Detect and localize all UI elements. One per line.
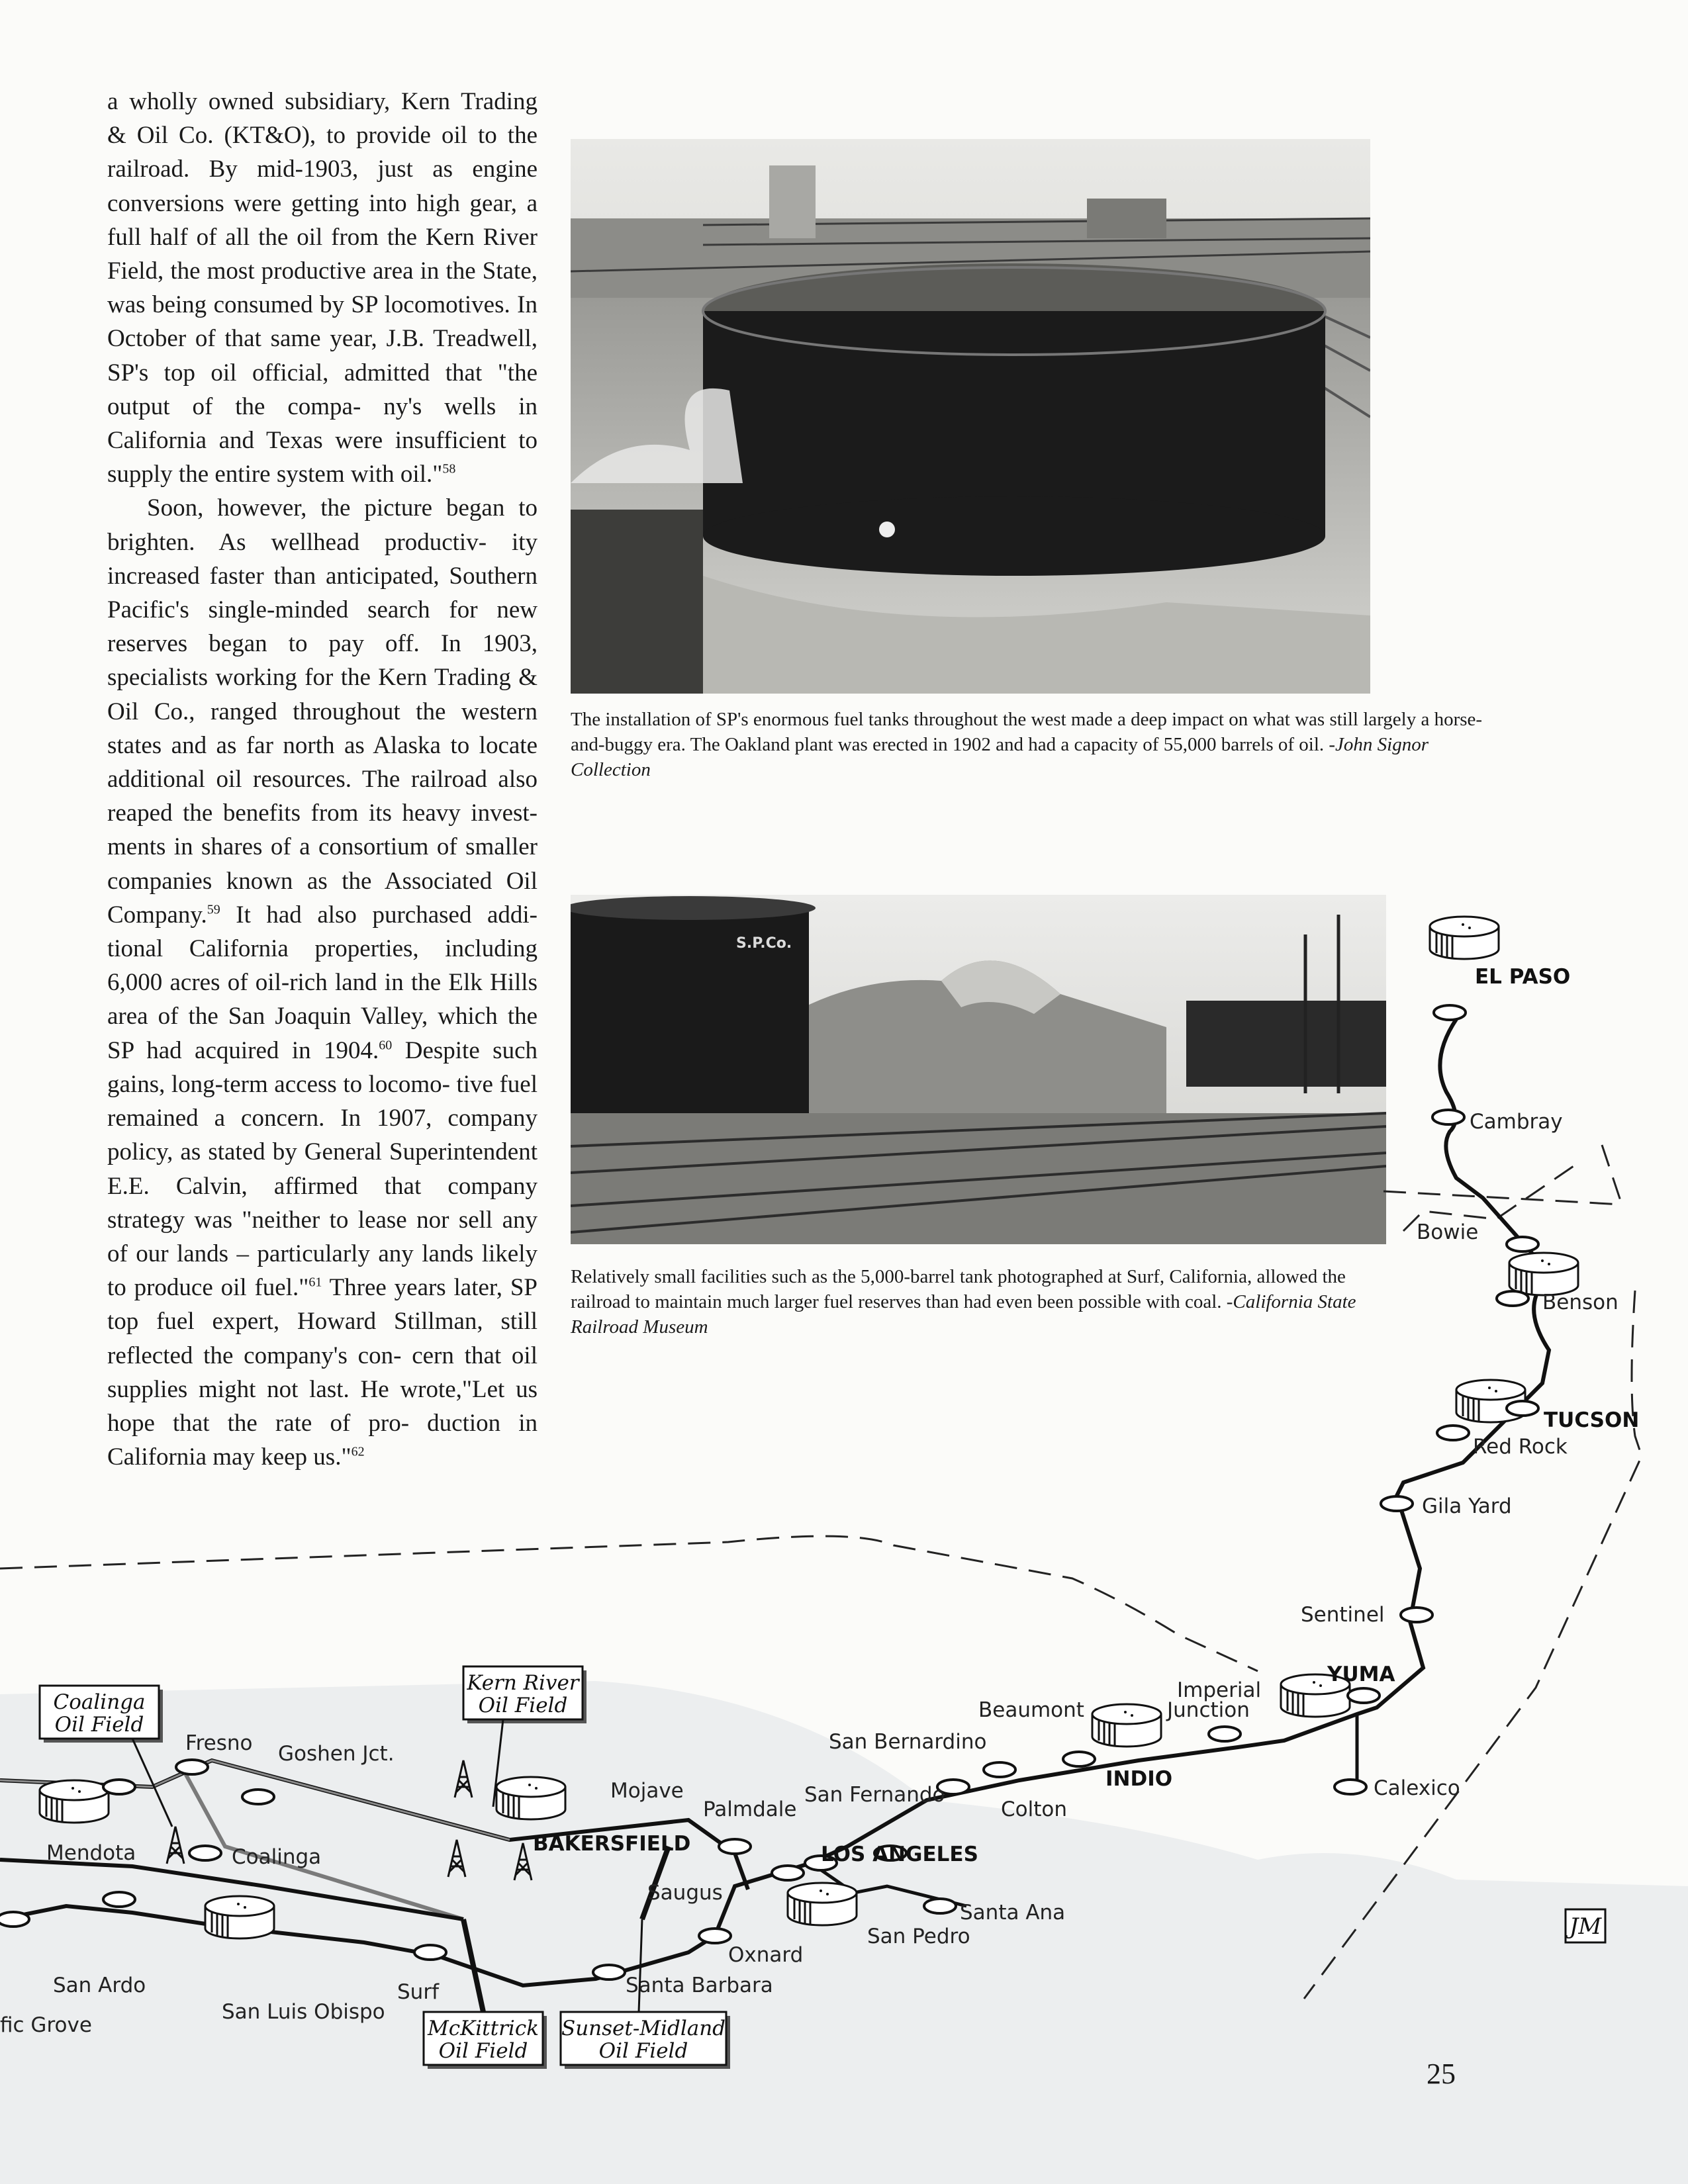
label-goshen-jct: Goshen Jct. [278, 1742, 395, 1766]
svg-text:JM: JM [1569, 1913, 1602, 1940]
label-palmdale: Palmdale [703, 1797, 797, 1821]
label-bowie: Bowie [1417, 1220, 1479, 1244]
svg-text:Kern River: Kern River [467, 1671, 579, 1695]
artist-monogram [1566, 1909, 1605, 1942]
label-los-angeles: LOS ANGELES [821, 1843, 978, 1866]
label-colton: Colton [1001, 1797, 1067, 1821]
label-sentinel: Sentinel [1301, 1603, 1385, 1627]
label-oxnard: Oxnard [728, 1943, 804, 1967]
paragraph-2: Soon, however, the picture began to brighten. As wellhead productiv- ity increased faster than anticipated, Southern Pacific's single-minded search for new reserves began to pay off. In 1903, specialists working for the Kern Trading & Oil Co., ranged throughout the western states and as far north as Alaska to locate additional oil resources. The railroad also reaped the benefits from its heavy invest- ments in shares of a consortium of smaller companies known as the Associated Oil Company.$^{59}$ It had also purchased addi- tional California properties, including 6,000 acres of oil-rich land in the Elk Hills area of the San Joaquin Valley, which the SP had acquired in 1904.60 Despite such gains, long-term access to locomo- tive fuel remained a concern. In 1907, company policy, as stated by General Superintendent E.E. Calvin, affirmed that company strategy was "neither to lease nor sell any of our lands – particularly any lands likely to produce oil fuel."$^{61}$ Three years later, SP top fuel expert, Howard Stillman, still reflected the company's con- cern that oil supplies might not last. He wrote,"Let us hope that the rate of pro- duction in California may keep us."$^{62}$ [107, 494, 538, 1471]
label-red-rock: Red Rock [1473, 1435, 1568, 1459]
label-calexico: Calexico [1374, 1776, 1460, 1800]
label-san-pedro: San Pedro [867, 1925, 970, 1948]
sp-oil-route-map [0, 860, 1688, 2184]
photo-2-credit: -California State Railroad Museum [571, 1291, 1356, 1338]
oil-field-coalinga [40, 1686, 163, 1743]
label-gila-yard: Gila Yard [1422, 1494, 1512, 1518]
label-santa-ana: Santa Ana [960, 1901, 1066, 1925]
label-el-paso: EL PASO [1475, 965, 1571, 989]
label-saugus: Saugus [647, 1881, 723, 1905]
label-benson: Benson [1542, 1291, 1618, 1314]
svg-text:Sunset-Midland: Sunset-Midland [561, 2017, 726, 2040]
paragraph-1: a wholly owned subsidiary, Kern Trading & Oil Co. (KT&O), to provide oil to the railroad. By mid-1903, just as engine conversions were getting into high gear, a full half of all the oil from the Kern River Field, the most productive area in the State, was being consumed by SP locomotives. In October of that same year, J.B. Treadwell, SP's top oil official, admitted that "the output of the compa- ny's wells in California and Texas were insufficient to supply the entire system with oil."$^{58}$ [107, 88, 538, 488]
oil-field-mckittrick [424, 2012, 547, 2069]
label-surf: Surf [397, 1980, 439, 2004]
photo-2-caption: Relatively small facilities such as the 5,000-barrel tank photographed at Surf, California, allowed the railroad to maintain much larger fuel reserves than had even been possible with coal. -California State Railroad Museum [571, 1266, 1356, 1338]
svg-text:McKittrick: McKittrick [428, 2017, 539, 2040]
photo-oakland-fuel-tank [571, 139, 1370, 694]
footnote-ref: 59 [207, 902, 220, 917]
svg-text:Oil Field: Oil Field [54, 1713, 144, 1737]
label-imperial: Imperial [1177, 1678, 1262, 1702]
footnote-ref: 60 [379, 1038, 393, 1053]
label-junction: Junction [1167, 1698, 1250, 1722]
label-yuma: YUMA [1327, 1662, 1395, 1686]
svg-text:Oil Field: Oil Field [478, 1694, 568, 1717]
label-san-luis-obispo: San Luis Obispo [222, 2000, 385, 2024]
label-cambray: Cambray [1470, 1110, 1563, 1134]
oil-field-sunset-midland [561, 2012, 730, 2069]
footnote-ref: 61 [308, 1275, 322, 1290]
label-bakersfield: BAKERSFIELD [533, 1832, 691, 1856]
photo-1-credit: -John Signor Collection [571, 734, 1429, 780]
page-number: 25 [1427, 2058, 1456, 2090]
tank-marking: S.P.Co. [736, 935, 792, 952]
label-tucson: TUCSON [1544, 1408, 1640, 1432]
label-san-bernardino: San Bernardino [829, 1730, 987, 1754]
oakland-tank-illustration [571, 139, 1370, 694]
label-mendota: Mendota [46, 1841, 136, 1865]
photo-1-caption: The installation of SP's enormous fuel tanks throughout the west made a deep impact on what was still largely a horse-and-buggy era. The Oakland plant was erected in 1902 and had a capacity of 55,000 barrels of oil. -John Signor Collection [571, 709, 1483, 780]
label-mojave: Mojave [610, 1779, 684, 1803]
label-san-ardo: San Ardo [53, 1974, 146, 1997]
label-santa-barbara: Santa Barbara [626, 1974, 773, 1997]
svg-text:Oil Field: Oil Field [438, 2039, 528, 2063]
label-pacific-grove: fic Grove [0, 2013, 92, 2037]
svg-text:Coalinga: Coalinga [53, 1690, 146, 1714]
label-fresno: Fresno [185, 1731, 253, 1755]
oil-field-kern-river [463, 1666, 586, 1723]
label-indio: INDIO [1105, 1767, 1173, 1791]
svg-text:Oil Field: Oil Field [598, 2039, 688, 2063]
footnote-ref: 62 [351, 1444, 365, 1459]
label-coalinga-town: Coalinga [232, 1845, 322, 1869]
label-beaumont: Beaumont [978, 1698, 1084, 1722]
label-san-fernando: San Fernando [804, 1783, 945, 1807]
footnote-ref: 58 [442, 461, 456, 477]
